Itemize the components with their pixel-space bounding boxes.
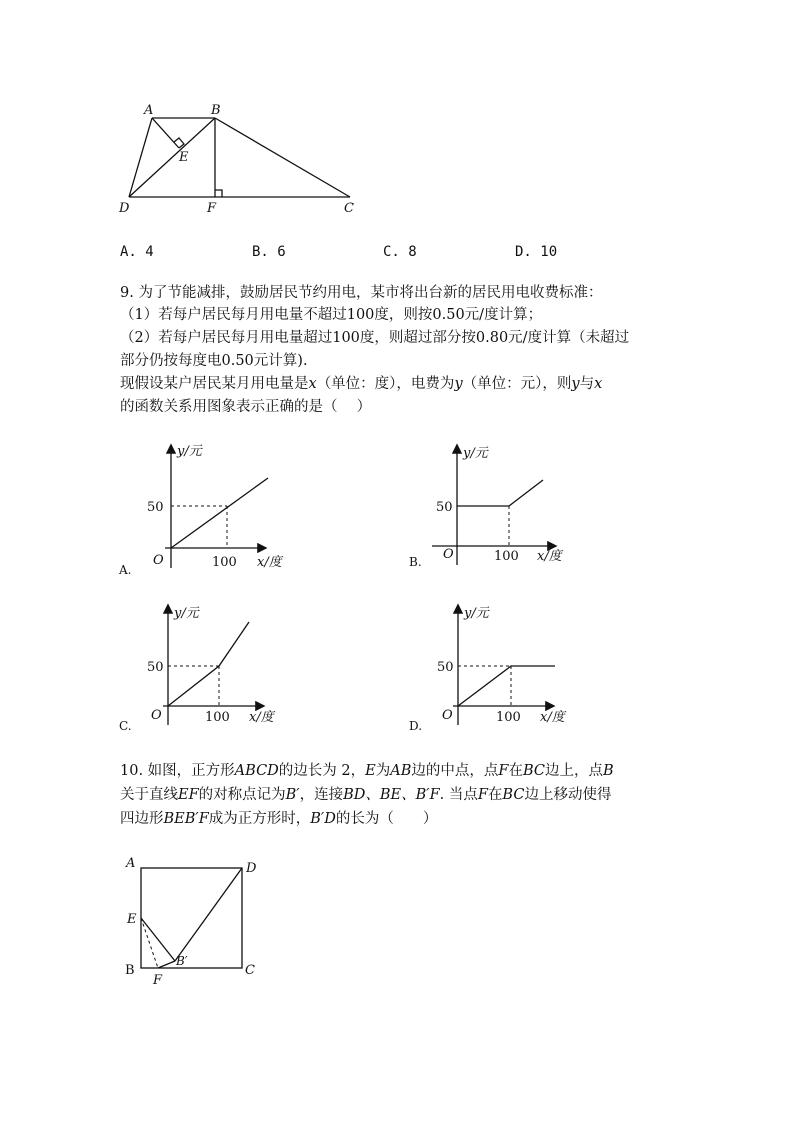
q10-line-2: 关于直线EF的对称点记为B′，连接BD、BE、B′F. 当点F在BC边上移动使得 xyxy=(120,787,612,803)
tick-100: 100 xyxy=(496,710,521,725)
segment-bpd xyxy=(175,868,242,961)
trapezoid-figure xyxy=(110,95,370,220)
q10-line-3: 四边形BEB′F成为正方形时，B′D的长为（ ） xyxy=(120,811,438,827)
label-b: B xyxy=(211,103,221,118)
y-axis-label: y/元 xyxy=(463,446,488,461)
x-axis-label: x/度 xyxy=(537,549,562,564)
graph-option-d[interactable] xyxy=(405,600,585,735)
option-letter: D. xyxy=(515,244,532,260)
q8-option-a[interactable] xyxy=(120,244,154,260)
q9-line-6: 的函数关系用图象表示正确的是（ ） xyxy=(120,399,372,415)
x-axis-label: x/度 xyxy=(257,555,282,570)
graph-option-a[interactable] xyxy=(115,438,295,578)
option-letter-a: A. xyxy=(119,563,132,577)
label-c: C xyxy=(245,963,255,978)
function-line xyxy=(171,478,268,548)
label-a: A xyxy=(144,103,154,118)
segment-ae xyxy=(152,118,179,148)
segment-bc xyxy=(215,118,350,197)
option-letter-c: C. xyxy=(119,719,132,733)
tick-50: 50 xyxy=(147,500,164,515)
tick-100: 100 xyxy=(494,549,519,564)
square-abcd xyxy=(141,868,242,968)
q9-line-5: 现假设某户居民某月用电量是x（单位：度），电费为y（单位：元），则y与x xyxy=(120,376,603,392)
graph-option-c[interactable] xyxy=(115,600,295,735)
option-letter: A. xyxy=(120,244,137,260)
label-f: F xyxy=(207,201,217,216)
q10-line-1: 10. 如图，正方形ABCD的边长为 2，E为AB边的中点，点F在BC边上，点B xyxy=(120,763,614,779)
graph-option-b[interactable] xyxy=(405,440,585,575)
right-angle-mark-e xyxy=(174,138,184,148)
q9-line-3: （2）若每户居民每月用电量超过100度，则超过部分按0.80元/度计算（未超过 xyxy=(120,330,630,346)
origin-label: O xyxy=(442,708,453,723)
y-axis-label: y/元 xyxy=(174,606,199,621)
option-value: 6 xyxy=(277,244,286,260)
q9-line-4: 部分仍按每度电0.50元计算). xyxy=(120,353,308,369)
function-line xyxy=(168,622,249,706)
q9-line-2: （1）若每户居民每月用电量不超过100度，则按0.50元/度计算； xyxy=(120,307,543,323)
q8-option-c[interactable] xyxy=(383,244,417,260)
label-bprime: B′ xyxy=(176,954,188,968)
origin-label: O xyxy=(443,547,454,562)
y-axis-label: y/元 xyxy=(177,444,202,459)
q8-option-b[interactable] xyxy=(252,244,286,260)
label-f: F xyxy=(153,973,163,988)
q8-option-d[interactable] xyxy=(515,244,557,260)
option-letter-b: B. xyxy=(409,555,422,569)
function-line xyxy=(458,666,555,706)
segment-bd xyxy=(129,118,215,197)
label-e: E xyxy=(179,150,189,165)
option-letter: B. xyxy=(252,244,269,260)
option-value: 4 xyxy=(145,244,154,260)
tick-100: 100 xyxy=(205,710,230,725)
tick-50: 50 xyxy=(437,660,454,675)
option-letter: C. xyxy=(383,244,400,260)
y-axis-label: y/元 xyxy=(464,606,489,621)
label-e: E xyxy=(127,912,137,927)
origin-label: O xyxy=(153,553,164,568)
label-d: D xyxy=(246,861,257,876)
origin-label: O xyxy=(151,708,162,723)
right-angle-mark-f xyxy=(215,190,222,197)
label-c: C xyxy=(344,201,354,216)
square-figure xyxy=(118,852,268,992)
tick-50: 50 xyxy=(436,500,453,515)
tick-100: 100 xyxy=(212,555,237,570)
option-value: 10 xyxy=(540,244,558,260)
q9-line-1: 9. 为了节能减排，鼓励居民节约用电，某市将出台新的居民用电收费标准： xyxy=(120,285,603,301)
option-value: 8 xyxy=(408,244,417,260)
function-line xyxy=(457,480,543,506)
x-axis-label: x/度 xyxy=(540,710,565,725)
x-axis-label: x/度 xyxy=(249,710,274,725)
segment-ebp xyxy=(141,918,175,961)
segment-ad xyxy=(129,118,152,197)
tick-50: 50 xyxy=(147,660,164,675)
label-d: D xyxy=(119,201,130,216)
dashed-ef xyxy=(141,918,158,968)
segment-fbp xyxy=(158,961,175,968)
option-letter-d: D. xyxy=(409,719,423,733)
label-a: A xyxy=(126,856,136,871)
label-b: B xyxy=(125,963,135,978)
